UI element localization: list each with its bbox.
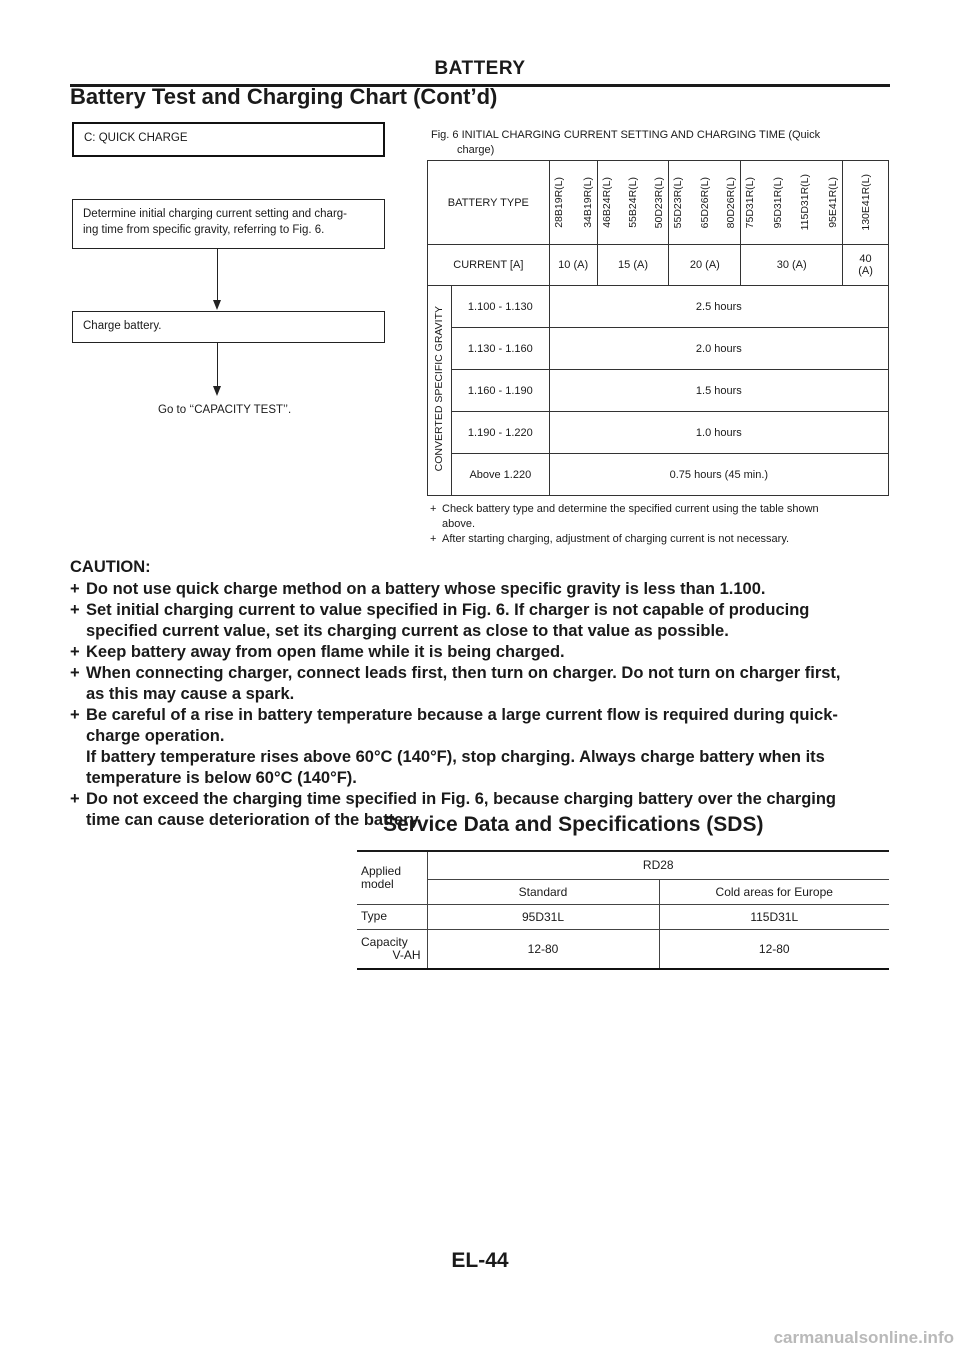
list-item — [430, 532, 890, 547]
bullet-icon: + — [70, 664, 80, 682]
gravity-label-cell — [428, 286, 452, 496]
type-value: 95D31L — [427, 904, 659, 929]
fig6-battery-type-row — [428, 161, 889, 245]
fig6-current-row — [428, 245, 889, 286]
caution-line: Set initial charging current to value specified in Fig. 6. If charger is not capable of producing — [86, 601, 810, 619]
page-number: EL-44 — [451, 1249, 509, 1272]
gravity-label: CONVERTED SPECIFIC GRAVITY — [433, 306, 446, 472]
list-item — [70, 663, 892, 705]
current-value-line-1: 40 — [859, 253, 872, 265]
battery-type: 28B19R(L) — [552, 177, 565, 228]
battery-type: 55B24R(L) — [627, 177, 640, 228]
charging-time: 1.5 hours — [549, 370, 888, 412]
caution-line: as this may cause a spark. — [86, 685, 295, 703]
flow-goto-capacity-test: Go to ‘‘CAPACITY TEST’’. — [158, 404, 292, 416]
caution-line: When connecting charger, connect leads first, then turn on charger. Do not turn on charger first, — [86, 664, 841, 682]
battery-type-group-2 — [597, 161, 669, 245]
bullet-icon: + — [70, 643, 80, 661]
fig6-table — [427, 160, 889, 496]
battery-type: 75D31R(L) — [744, 176, 757, 229]
battery-type: 95E41R(L) — [827, 177, 840, 228]
column-standard: Standard — [427, 879, 659, 904]
caution-line: If battery temperature rises above 60°C (140°F), stop charging. Always charge battery when its — [86, 748, 825, 766]
caution-line: Keep battery away from open flame while it is being charged. — [86, 643, 565, 661]
gravity-range: 1.190 - 1.220 — [451, 412, 549, 454]
list-item — [70, 600, 892, 642]
table-row — [428, 412, 889, 454]
charging-time: 1.0 hours — [549, 412, 888, 454]
flow-box-quick-charge-text: C: QUICK CHARGE — [84, 132, 188, 144]
battery-type-group-5 — [843, 161, 889, 245]
note-line: After starting charging, adjustment of charging current is not necessary. — [442, 533, 790, 545]
section-heading: BATTERY — [434, 58, 526, 79]
applied-model-label — [357, 852, 427, 904]
type-label: Type — [357, 904, 427, 929]
flow-box-determine-line-2: ing time from specific gravity, referring to Fig. 6. — [83, 224, 325, 236]
bullet-icon: + — [70, 790, 80, 808]
bullet-icon: + — [430, 533, 437, 545]
fig6-caption-line-2: charge) — [457, 144, 495, 156]
page-title: Battery Test and Charging Chart (Cont’d) — [70, 84, 498, 109]
current-label: CURRENT [A] — [428, 245, 550, 286]
table-row — [357, 904, 889, 929]
caution-line: Do not use quick charge method on a battery whose specific gravity is less than 1.100. — [86, 580, 766, 598]
table-row — [428, 370, 889, 412]
battery-type: 65D26R(L) — [698, 176, 711, 229]
battery-type-label: BATTERY TYPE — [428, 161, 550, 245]
battery-type-group-1 — [549, 161, 597, 245]
applied-model-label-line-2: model — [361, 877, 394, 892]
current-value-40a — [843, 245, 889, 286]
charging-time: 0.75 hours (45 min.) — [549, 454, 888, 496]
bullet-icon: + — [70, 706, 80, 724]
list-item — [70, 579, 892, 600]
battery-type: 55D23R(L) — [672, 176, 685, 229]
capacity-value: 12-80 — [659, 929, 889, 969]
bullet-icon: + — [430, 503, 437, 515]
table-row — [428, 328, 889, 370]
battery-type-group-3 — [669, 161, 741, 245]
model-name: RD28 — [427, 852, 889, 879]
caution-line: time can cause deterioration of the battery. — [86, 811, 423, 829]
battery-type: 80D26R(L) — [725, 176, 738, 229]
caution-line: temperature is below 60°C (140°F). — [86, 769, 357, 787]
battery-type: 46B24R(L) — [600, 177, 613, 228]
table-row — [428, 454, 889, 496]
gravity-range: Above 1.220 — [451, 454, 549, 496]
flow-box-charge-battery — [72, 311, 385, 343]
battery-type-group-4 — [741, 161, 843, 245]
bullet-icon: + — [70, 601, 80, 619]
current-value: 15 (A) — [597, 245, 669, 286]
caution-line: Be careful of a rise in battery temperature because a large current flow is required during quick- — [86, 706, 838, 724]
charging-time: 2.0 hours — [549, 328, 888, 370]
table-row — [357, 929, 889, 969]
flow-box-charge-battery-text: Charge battery. — [83, 320, 162, 332]
caution-block — [70, 557, 892, 831]
sds-table — [357, 852, 889, 970]
gravity-range: 1.160 - 1.190 — [451, 370, 549, 412]
gravity-range: 1.130 - 1.160 — [451, 328, 549, 370]
applied-model-label-line-1: Applied — [361, 864, 402, 879]
battery-type: 115D31R(L) — [799, 174, 812, 231]
current-value-line-2: (A) — [858, 265, 873, 277]
current-value: 30 (A) — [741, 245, 843, 286]
capacity-label — [357, 929, 427, 969]
bullet-icon: + — [70, 580, 80, 598]
table-row — [428, 286, 889, 328]
note-line: Check battery type and determine the specified current using the table shown — [442, 503, 819, 515]
watermark: carmanualsonline.info — [773, 1328, 954, 1347]
note-line: above. — [442, 518, 476, 530]
table-row — [357, 879, 889, 904]
flow-connector-1 — [217, 249, 218, 301]
battery-type: 130E41R(L) — [859, 174, 872, 231]
fig6-notes — [430, 502, 890, 547]
caution-line: Do not exceed the charging time specified in Fig. 6, because charging battery over the charging — [86, 790, 837, 808]
battery-type: 50D23R(L) — [653, 176, 666, 229]
flow-arrow-down-icon — [213, 300, 221, 310]
type-value: 115D31L — [659, 904, 889, 929]
caution-title: CAUTION: — [70, 558, 151, 576]
current-value: 20 (A) — [669, 245, 741, 286]
flow-box-determine-current — [72, 199, 385, 249]
capacity-label-line-2: V-AH — [392, 947, 421, 962]
table-row — [357, 852, 889, 879]
fig6-caption — [431, 128, 891, 158]
battery-type: 95D31R(L) — [771, 176, 784, 229]
capacity-value: 12-80 — [427, 929, 659, 969]
caution-line: charge operation. — [86, 727, 225, 745]
flow-arrow-down-icon — [213, 386, 221, 396]
column-cold-areas: Cold areas for Europe — [659, 879, 889, 904]
flow-box-determine-line-1: Determine initial charging current setting and charg- — [83, 208, 347, 220]
list-item — [70, 705, 892, 789]
sds-title: Service Data and Specifications (SDS) — [383, 813, 764, 836]
list-item — [430, 502, 890, 532]
fig6-caption-line-1: Fig. 6 INITIAL CHARGING CURRENT SETTING AND CHARGING TIME (Quick — [431, 129, 821, 141]
charging-time: 2.5 hours — [549, 286, 888, 328]
flow-connector-2 — [217, 343, 218, 387]
battery-type: 34B19R(L) — [581, 177, 594, 228]
flow-box-quick-charge — [72, 122, 385, 157]
caution-line: specified current value, set its charging current as close to that value as possible. — [86, 622, 729, 640]
current-value: 10 (A) — [549, 245, 597, 286]
list-item — [70, 642, 892, 663]
capacity-label-line-1: Capacity — [361, 934, 408, 949]
gravity-range: 1.100 - 1.130 — [451, 286, 549, 328]
